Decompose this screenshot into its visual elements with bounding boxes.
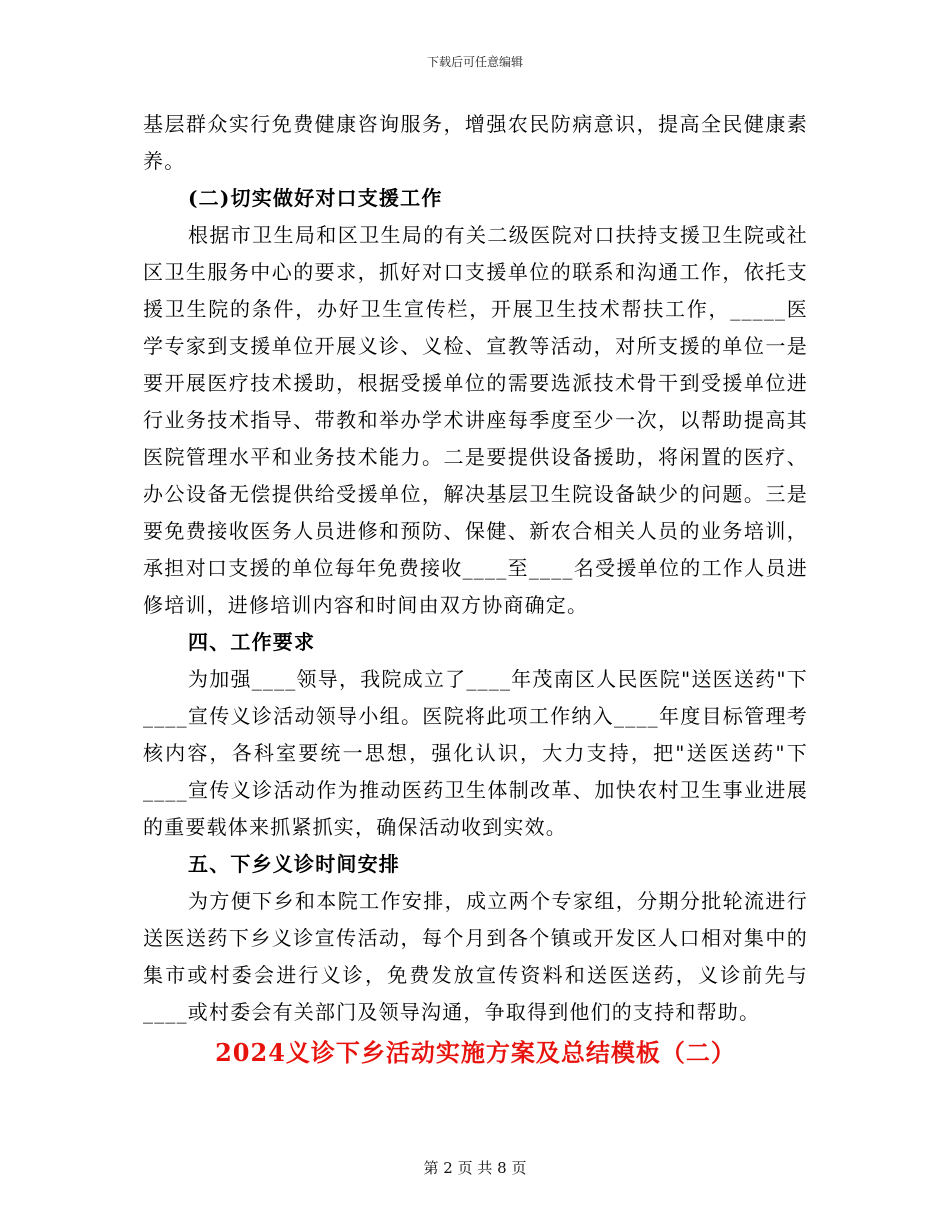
- page-number: 第 2 页 共 8 页: [423, 1159, 527, 1177]
- section-heading-requirements: 四、工作要求: [188, 630, 316, 654]
- section-heading-schedule: 五、下乡义诊时间安排: [188, 852, 400, 876]
- paragraph-health-consulting: 基层群众实行免费健康咨询服务，增强农民防病意识，提高全民健康素养。: [143, 112, 808, 173]
- document-title: 2024义诊下乡活动实施方案及总结模板（二）: [215, 1038, 736, 1067]
- page-header: 下载后可任意编辑: [426, 55, 523, 69]
- section-heading-support: (二)切实做好对口支援工作: [188, 186, 443, 210]
- paragraph-schedule: 为方便下乡和本院工作安排，成立两个专家组，分期分批轮流进行送医送药下乡义诊宣传活动，每个月到各个镇或开发区人口相对集中的集市或村委会进行义诊，免费发放宣传资料和送医送药，义诊前先与____或村委会有关部门及领导沟通，争取得到他们的支持和帮助。: [143, 889, 808, 1024]
- paragraph-requirements: 为加强____领导，我院成立了____年茂南区人民医院"送医送药"下____宣传义诊活动领导小组。医院将此项工作纳入____年度目标管理考核内容，各科室要统一思想，强化认识，大力支持，把"送医送药"下____宣传义诊活动作为推动医药卫生体制改革、加快农村卫生事业进展的重要载体来抓紧抓实，确保活动收到实效。: [143, 667, 808, 839]
- paragraph-support-work: 根据市卫生局和区卫生局的有关二级医院对口扶持支援卫生院或社区卫生服务中心的要求，抓好对口支援单位的联系和沟通工作，依托支援卫生院的条件，办好卫生宣传栏，开展卫生技术帮扶工作，_____医学专家到支援单位开展义诊、义检、宣教等活动，对所支援的单位一是要开展医疗技术援助，根据受援单位的需要选派技术骨干到受援单位进行业务技术指导、带教和举办学术讲座每季度至少一次，以帮助提高其医院管理水平和业务技术能力。二是要提供设备援助，将闲置的医疗、办公设备无偿提供给受援单位，解决基层卫生院设备缺少的问题。三是要免费接收医务人员进修和预防、保健、新农合相关人员的业务培训，承担对口支援的单位每年免费接收____至____名受援单位的工作人员进修培训，进修培训内容和时间由双方协商确定。: [143, 223, 808, 617]
- document-body: [143, 106, 808, 1073]
